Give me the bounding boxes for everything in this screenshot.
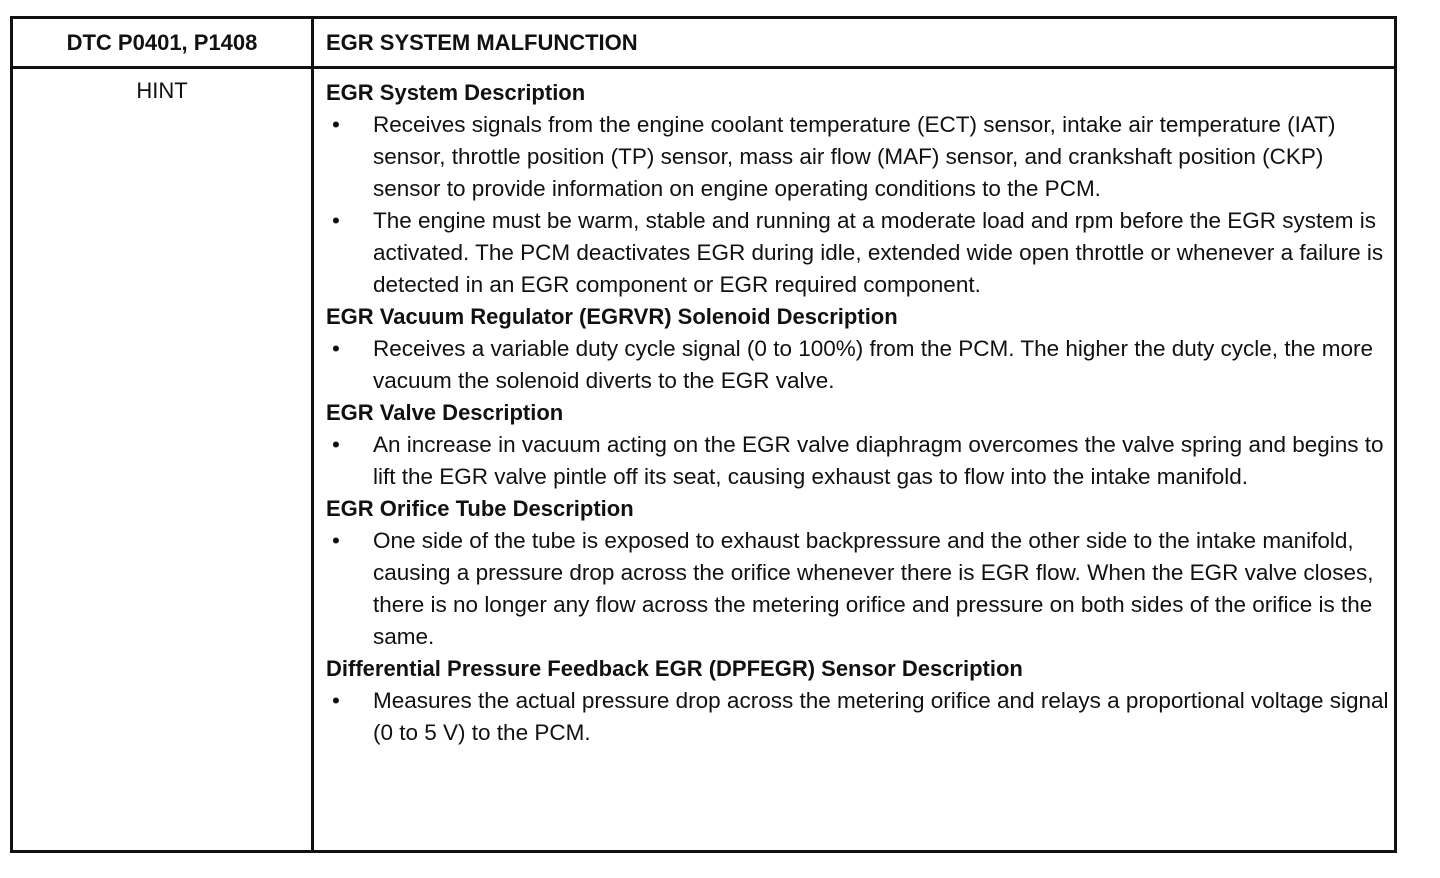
- header-row-divider: [13, 66, 1394, 69]
- bullet-text: Receives a variable duty cycle signal (0 to 100%) from the PCM. The higher the duty cycle, the more vacuum the solenoid diverts to the EGR valve.: [373, 336, 1374, 393]
- section-dpfegr-sensor: [326, 653, 1390, 749]
- section-heading: Differential Pressure Feedback EGR (DPFEGR) Sensor Description: [326, 656, 1023, 681]
- bullet-text: Measures the actual pressure drop across the metering orifice and relays a proportional voltage signal (0 to 5 V) to the PCM.: [373, 688, 1389, 745]
- section-egrvr-solenoid: [326, 301, 1390, 397]
- dtc-table: [10, 16, 1397, 853]
- bullet-text: One side of the tube is exposed to exhaust backpressure and the other side to the intake manifold, causing a pressure drop across the orifice whenever there is EGR flow. When the EGR valve closes, there is no longer any flow across the metering orifice and pressure on both sides of the orifice is the same.: [373, 528, 1374, 649]
- dtc-code-cell: DTC P0401, P1408: [66, 29, 258, 55]
- bullet-item: [326, 333, 1390, 397]
- bullet-icon: •: [332, 688, 340, 713]
- bullet-item: [326, 685, 1390, 749]
- section-heading: EGR Vacuum Regulator (EGRVR) Solenoid Description: [326, 304, 898, 329]
- section-heading: EGR Orifice Tube Description: [326, 496, 634, 521]
- bullet-icon: •: [332, 336, 340, 361]
- section-egr-valve: [326, 397, 1390, 493]
- section-heading: EGR Valve Description: [326, 400, 564, 425]
- section-heading: EGR System Description: [326, 80, 586, 105]
- bullet-item: [326, 109, 1390, 205]
- hint-label: HINT: [136, 78, 188, 103]
- bullet-icon: •: [332, 208, 340, 233]
- bullet-icon: •: [332, 112, 340, 137]
- bullet-icon: •: [332, 432, 340, 457]
- section-egr-system: [326, 77, 1390, 301]
- bullet-item: [326, 205, 1390, 301]
- bullet-text: Receives signals from the engine coolant temperature (ECT) sensor, intake air temperature (IAT) sensor, throttle position (TP) sensor, mass air flow (MAF) sensor, and crankshaft position (CKP) sensor to provide information on engine operating conditions to the PCM.: [373, 112, 1336, 201]
- malfunction-title: EGR SYSTEM MALFUNCTION: [326, 29, 638, 55]
- hint-content: [326, 77, 1390, 749]
- bullet-icon: •: [332, 528, 340, 553]
- bullet-item: [326, 429, 1390, 493]
- section-egr-orifice-tube: [326, 493, 1390, 653]
- bullet-text: An increase in vacuum acting on the EGR valve diaphragm overcomes the valve spring and begins to lift the EGR valve pintle off its seat, causing exhaust gas to flow into the intake manifold.: [373, 432, 1384, 489]
- column-divider: [311, 19, 314, 850]
- bullet-item: [326, 525, 1390, 653]
- bullet-text: The engine must be warm, stable and running at a moderate load and rpm before the EGR system is activated. The PCM deactivates EGR during idle, extended wide open throttle or whenever a failure is detected in an EGR component or EGR required component.: [373, 208, 1384, 297]
